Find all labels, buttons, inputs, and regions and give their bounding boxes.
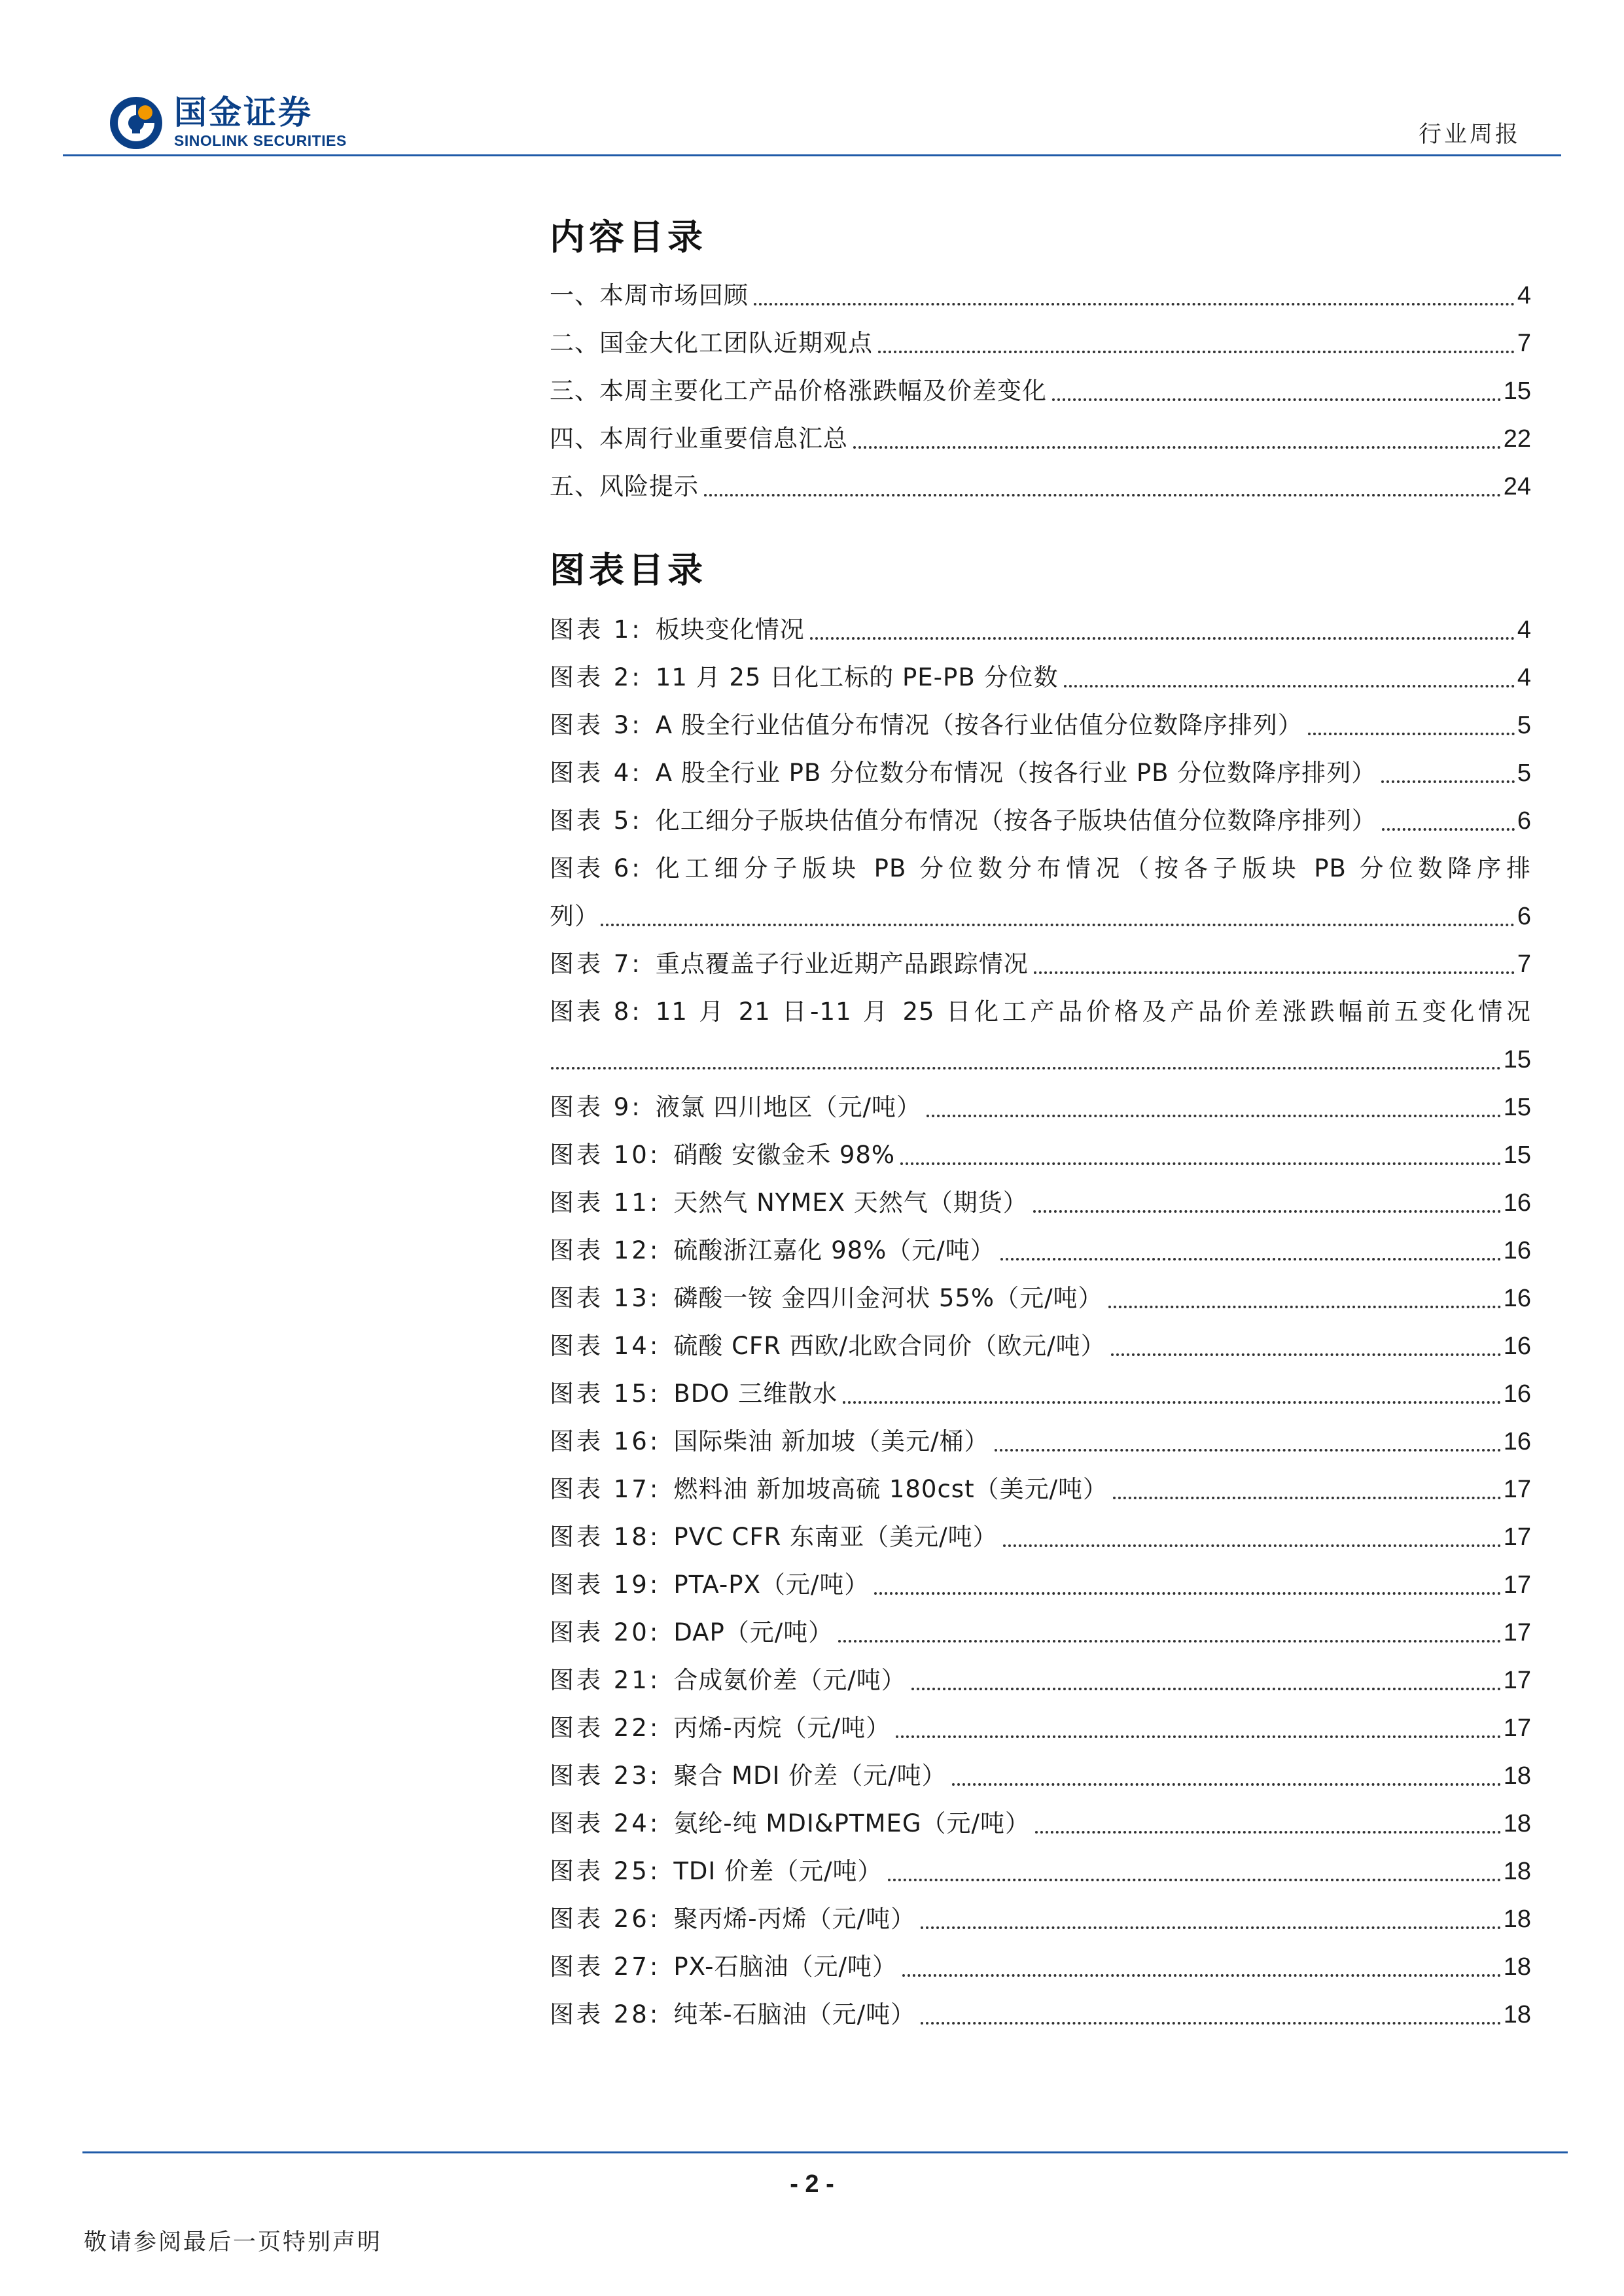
figure-entry[interactable]: [550, 1792, 1531, 1840]
figure-entry-label: 聚合 MDI 价差（元/吨）: [673, 1762, 947, 1790]
dot-leader: [1064, 685, 1515, 687]
figure-entry-continuation[interactable]: [550, 885, 1531, 933]
figure-entry-page: 18: [1503, 1905, 1531, 1933]
figure-entry[interactable]: [550, 790, 1531, 837]
figure-entry-label: 氨纶-纯 MDI&PTMEG（元/吨）: [673, 1809, 1030, 1837]
figure-entry-label: 丙烯-丙烷（元/吨）: [673, 1714, 891, 1742]
figure-entry-number: 图表 18:: [550, 1523, 661, 1551]
figure-entry[interactable]: [550, 1888, 1531, 1936]
dot-leader: [838, 1640, 1500, 1643]
figure-entry-number: 图表 24:: [550, 1809, 661, 1837]
figure-entry[interactable]: [550, 1363, 1531, 1410]
figure-entry[interactable]: [550, 1124, 1531, 1172]
header-divider: [63, 154, 1561, 156]
figure-entry-number: 图表 17:: [550, 1475, 661, 1503]
dot-leader: [896, 1735, 1501, 1738]
toc-entry-label: 四、本周行业重要信息汇总: [550, 425, 848, 453]
figure-entry-label: TDI 价差（元/吨）: [673, 1857, 883, 1885]
figure-entry-page: 15: [1503, 1046, 1531, 1073]
figure-entry[interactable]: [550, 1315, 1531, 1363]
dot-leader: [1108, 1306, 1501, 1308]
toc-entry-label: 一、本周市场回顾: [550, 281, 749, 309]
figure-entry[interactable]: [550, 933, 1531, 981]
dot-leader: [810, 637, 1515, 640]
figure-entry-label: 硝酸 安徽金禾 98%: [673, 1141, 896, 1169]
toc-title: 内容目录: [550, 216, 707, 258]
dot-leader: [952, 1783, 1501, 1786]
dot-leader: [1052, 398, 1501, 401]
dot-leader: [888, 1879, 1501, 1881]
dot-leader: [1381, 780, 1515, 783]
figures-title: 图表目录: [550, 549, 707, 591]
figure-entry-page: 15: [1503, 1141, 1531, 1169]
figure-entry-page: 16: [1503, 1428, 1531, 1455]
figure-entry-page: 4: [1517, 664, 1531, 691]
figure-entry-number: 图表 1:: [550, 616, 643, 644]
toc-entry-label: 五、风险提示: [550, 472, 699, 500]
figure-entry-number: 图表 13:: [550, 1284, 661, 1312]
figure-entry-number: 图表 9:: [550, 1093, 643, 1121]
dot-leader: [551, 1067, 1501, 1070]
figure-entry[interactable]: [550, 1410, 1531, 1458]
dot-leader: [921, 1926, 1501, 1929]
logo-english-name: SINOLINK SECURITIES: [174, 132, 347, 149]
figure-entry[interactable]: [550, 1267, 1531, 1315]
figure-entry-number: 图表 20:: [550, 1618, 661, 1646]
dot-leader: [927, 1115, 1501, 1117]
dot-leader: [1113, 1497, 1501, 1499]
figure-entry-page: 6: [1517, 903, 1531, 930]
dot-leader: [874, 1592, 1500, 1595]
figure-entry-number: 图表 22:: [550, 1714, 661, 1742]
figure-entry[interactable]: [550, 694, 1531, 742]
figure-entry-page: 15: [1503, 1094, 1531, 1121]
toc-entry-page: 4: [1517, 282, 1531, 309]
report-type-label: 行业周报: [1418, 122, 1521, 148]
dot-leader: [902, 1974, 1501, 1977]
dot-leader: [1034, 971, 1515, 974]
figure-entry-number: 图表 6:: [550, 854, 643, 882]
dot-leader: [878, 351, 1515, 353]
figure-entry[interactable]: [550, 1458, 1531, 1506]
figure-entry-number: 图表 12:: [550, 1236, 661, 1264]
disclaimer-text: 敬请参阅最后一页特别声明: [84, 2229, 383, 2255]
toc-entry-label: 三、本周主要化工产品价格涨跌幅及价差变化: [550, 377, 1047, 405]
figure-entry-page: 5: [1517, 759, 1531, 787]
figure-entry-label: PX-石脑油（元/吨）: [673, 1953, 897, 1981]
figure-entry-label: A 股全行业 PB 分位数分布情况（按各行业 PB 分位数降序排列）: [655, 759, 1377, 787]
figure-entry[interactable]: [550, 1936, 1531, 1983]
figure-entry-label: 合成氨价差（元/吨）: [673, 1666, 906, 1694]
figure-entry-number: 图表 25:: [550, 1857, 661, 1885]
figure-entry-page: 18: [1503, 2001, 1531, 2028]
figure-entry-label: 板块变化情况: [655, 616, 805, 644]
figure-entry-number: 图表 19:: [550, 1571, 661, 1599]
figure-entry[interactable]: [550, 1840, 1531, 1888]
dot-leader: [911, 1688, 1501, 1690]
figure-entry-label: BDO 三维散水: [673, 1380, 838, 1408]
figure-entry[interactable]: [550, 1076, 1531, 1124]
figure-entry-label: DAP（元/吨）: [673, 1618, 834, 1646]
dot-leader: [1308, 733, 1515, 735]
figure-entry-label: 化工细分子版块估值分布情况（按各子版块估值分位数降序排列）: [655, 807, 1377, 835]
toc-entry[interactable]: [550, 455, 1531, 503]
dot-leader: [995, 1449, 1501, 1452]
figure-entry-number: 图表 2:: [550, 663, 643, 691]
toc-entry-page: 24: [1503, 473, 1531, 500]
figure-entry[interactable]: [550, 1601, 1531, 1649]
figure-entry-page: 17: [1503, 1667, 1531, 1694]
figure-entry-page: 5: [1517, 712, 1531, 739]
figure-entry-label: 硫酸 CFR 西欧/北欧合同价（欧元/吨）: [673, 1332, 1106, 1360]
figure-entry-label: 聚丙烯-丙烯（元/吨）: [673, 1905, 916, 1933]
figure-entry-page: 6: [1517, 807, 1531, 835]
sinolink-logo-icon: [109, 96, 164, 150]
figure-entry-label: 液氯 四川地区（元/吨）: [655, 1093, 922, 1121]
figure-entry-label: PVC CFR 东南亚（美元/吨）: [673, 1523, 998, 1551]
toc-entry[interactable]: [550, 360, 1531, 408]
figure-entry-label: PTA-PX（元/吨）: [673, 1571, 870, 1599]
figure-entry-page: 18: [1503, 1858, 1531, 1885]
dot-leader: [601, 924, 1515, 926]
figure-entry[interactable]: [550, 1697, 1531, 1745]
figure-entry-label: 11 月 21 日-11 月 25 日化工产品价格及产品价差涨跌幅前五变化情况: [655, 998, 1531, 1026]
figure-entry-number: 图表 26:: [550, 1905, 661, 1933]
toc-entry[interactable]: [550, 312, 1531, 360]
figure-entry-number: 图表 11:: [550, 1189, 661, 1217]
figure-entry[interactable]: [550, 1172, 1531, 1219]
dot-leader: [754, 303, 1515, 305]
logo-chinese-name: 国金证券: [174, 94, 313, 131]
figure-entry-continuation[interactable]: [550, 1028, 1531, 1076]
figure-entry-page: 7: [1517, 950, 1531, 978]
figure-entry-number: 图表 21:: [550, 1666, 661, 1694]
figure-entry-label: 国际柴油 新加坡（美元/桶）: [673, 1427, 989, 1455]
dot-leader: [1033, 1210, 1501, 1213]
figure-entry-page: 16: [1503, 1332, 1531, 1360]
figure-entry-page: 17: [1503, 1571, 1531, 1599]
figure-entry[interactable]: [550, 1219, 1531, 1267]
figure-entry[interactable]: [550, 981, 1531, 1028]
company-logo: [109, 94, 410, 153]
figure-entry[interactable]: [550, 1983, 1531, 2031]
dot-leader: [900, 1162, 1501, 1165]
dot-leader: [1000, 1258, 1501, 1261]
toc-entry-page: 22: [1503, 425, 1531, 453]
figure-entry-page: 17: [1503, 1476, 1531, 1503]
toc-entry[interactable]: [550, 264, 1531, 312]
figure-entry-number: 图表 16:: [550, 1427, 661, 1455]
figure-entry-number: 图表 5:: [550, 807, 643, 835]
figure-entry-label: 纯苯-石脑油（元/吨）: [673, 2000, 916, 2028]
figure-entry-page: 4: [1517, 616, 1531, 644]
figure-entry-page: 16: [1503, 1285, 1531, 1312]
toc-entry[interactable]: [550, 408, 1531, 455]
figure-entry-label: A 股全行业估值分布情况（按各行业估值分位数降序排列）: [655, 711, 1303, 739]
figures-list: [550, 599, 1531, 2031]
dot-leader: [853, 446, 1501, 449]
figure-entry-label: 燃料油 新加坡高硫 180cst（美元/吨）: [673, 1475, 1108, 1503]
dot-leader: [1111, 1353, 1501, 1356]
toc-list: [550, 264, 1531, 503]
figure-entry-page: 17: [1503, 1619, 1531, 1646]
dot-leader: [1382, 828, 1515, 831]
figure-entry-number: 图表 4:: [550, 759, 643, 787]
dot-leader: [1003, 1544, 1501, 1547]
figure-entry-page: 18: [1503, 1953, 1531, 1981]
figure-entry-label: 天然气 NYMEX 天然气（期货）: [673, 1189, 1028, 1217]
figure-entry-number: 图表 7:: [550, 950, 643, 978]
figure-entry[interactable]: [550, 742, 1531, 790]
figure-entry-label: 硫酸浙江嘉化 98%（元/吨）: [673, 1236, 995, 1264]
figure-entry[interactable]: [550, 1554, 1531, 1601]
figure-entry-page: 16: [1503, 1189, 1531, 1217]
page-header: [63, 92, 1561, 157]
figure-entry-number: 图表 15:: [550, 1380, 661, 1408]
figure-entry-number: 图表 27:: [550, 1953, 661, 1981]
figure-entry-number: 图表 10:: [550, 1141, 661, 1169]
dot-leader: [1035, 1831, 1501, 1834]
figure-entry-page: 18: [1503, 1762, 1531, 1790]
figure-entry-page: 18: [1503, 1810, 1531, 1837]
dot-leader: [704, 494, 1501, 496]
figure-entry-label: 磷酸一铵 金四川金河状 55%（元/吨）: [673, 1284, 1103, 1312]
figure-entry[interactable]: [550, 646, 1531, 694]
figure-entry-number: 图表 28:: [550, 2000, 661, 2028]
figure-entry-page: 16: [1503, 1380, 1531, 1408]
dot-leader: [843, 1401, 1501, 1404]
figure-entry-number: 图表 3:: [550, 711, 643, 739]
figure-entry-label: 化工细分子版块 PB 分位数分布情况（按各子版块 PB 分位数降序排: [655, 854, 1531, 882]
figure-entry[interactable]: [550, 1506, 1531, 1554]
page-number: - 2 -: [790, 2170, 834, 2198]
figure-entry-number: 图表 8:: [550, 998, 643, 1026]
toc-entry-label: 二、国金大化工团队近期观点: [550, 329, 873, 357]
figure-entry-page: 17: [1503, 1714, 1531, 1742]
figure-entry[interactable]: [550, 599, 1531, 646]
footer-divider: [82, 2151, 1568, 2153]
figure-entry-number: 图表 23:: [550, 1762, 661, 1790]
figure-entry[interactable]: [550, 837, 1531, 885]
figure-entry[interactable]: [550, 1745, 1531, 1792]
dot-leader: [921, 2022, 1501, 2025]
figure-entry-page: 16: [1503, 1237, 1531, 1264]
figure-entry-label: 11 月 25 日化工标的 PE-PB 分位数: [655, 663, 1059, 691]
main-content: [550, 196, 1531, 2031]
toc-entry-page: 7: [1517, 330, 1531, 357]
figure-entry-page: 17: [1503, 1523, 1531, 1551]
toc-entry-page: 15: [1503, 377, 1531, 405]
figure-entry[interactable]: [550, 1649, 1531, 1697]
figure-entry-label: 重点覆盖子行业近期产品跟踪情况: [655, 950, 1029, 978]
figure-entry-label-cont: 列）: [550, 902, 599, 930]
figure-entry-number: 图表 14:: [550, 1332, 661, 1360]
